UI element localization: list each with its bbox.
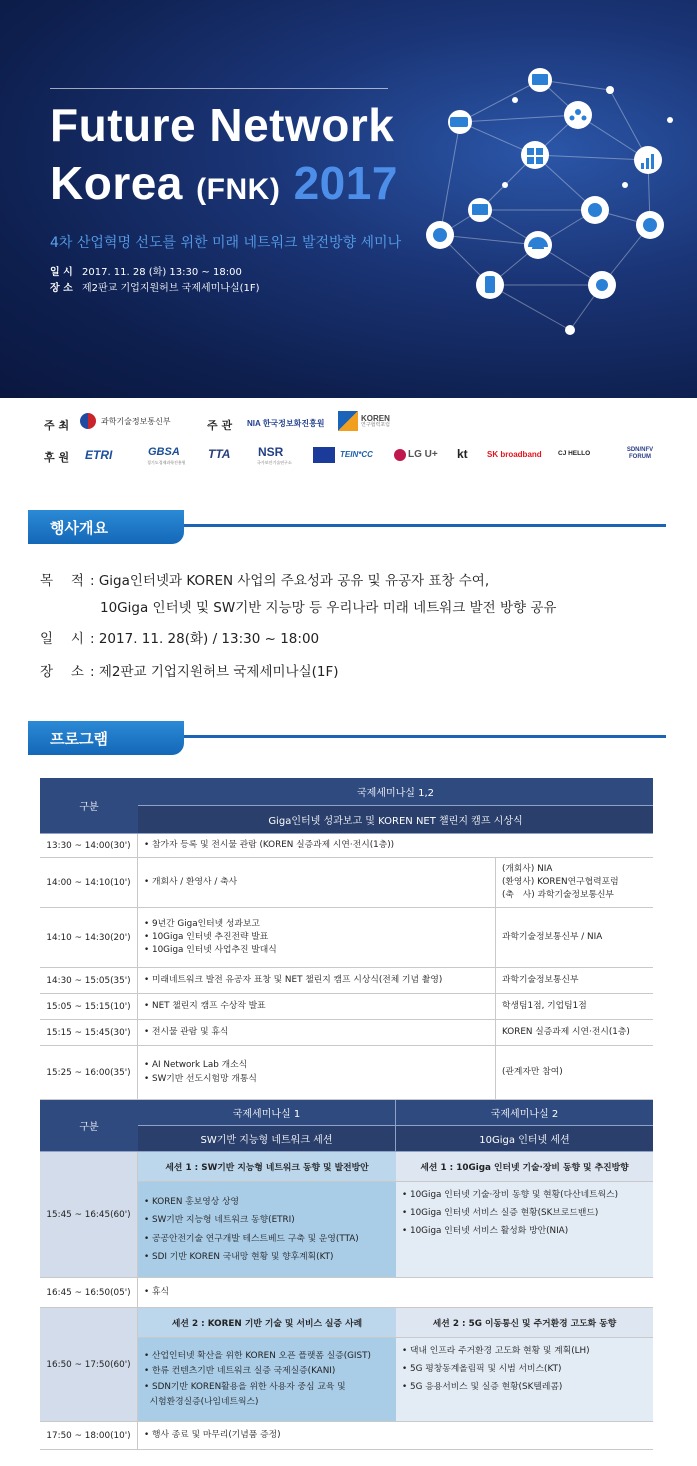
break-time: 16:45 ~ 16:50(05') [40, 1278, 138, 1308]
eu-flag-icon [313, 447, 335, 463]
block2-time: 16:50 ~ 17:50(60') [40, 1308, 138, 1422]
row2-items [138, 858, 496, 908]
block1-session2-items [396, 1182, 653, 1278]
block1-session1-title: 세션 1 : SW기반 지능형 네트워크 동향 및 발전방안 [138, 1152, 396, 1182]
supporter-lguplus: LG U+ [408, 449, 438, 460]
hero-title-line2 [50, 157, 398, 209]
overview-date-value: : 2017. 11. 28(화) / 13:30 ~ 18:00 [90, 631, 320, 647]
supporter-cjhello: CJ HELLO [558, 450, 591, 457]
row2-time: 14:00 ~ 14:10(10') [40, 858, 138, 908]
closing-time: 17:50 ~ 18:00(10') [40, 1422, 138, 1450]
row3-item-2: • 10Giga 인터넷 추진전략 발표 [144, 931, 269, 942]
row7-note: (관계자만 참여) [496, 1046, 653, 1100]
host-logo [80, 413, 171, 429]
overview-date [40, 627, 319, 647]
block2-session2-title: 세션 2 : 5G 이동통신 및 주거환경 고도화 동향 [396, 1308, 653, 1338]
taegeuk-icon [80, 413, 96, 429]
host-label: 주 최 [44, 419, 70, 432]
row6-item: • 전시물 관람 및 휴식 [144, 1026, 229, 1037]
koren-mark-icon [338, 411, 358, 431]
overview-place-label: 장 소 [40, 664, 84, 680]
overview-purpose-line2: 10Giga 인터넷 및 SW기반 지능망 등 우리나라 미래 네트워크 발전 방향 공유 [100, 600, 557, 616]
program-section-title: 프로그램 [28, 721, 184, 755]
row3-time: 14:10 ~ 14:30(20') [40, 908, 138, 968]
hero-title-year: 2017 [293, 157, 398, 209]
supporter-kt: kt [457, 447, 468, 461]
block1-time: 15:45 ~ 16:45(60') [40, 1152, 138, 1278]
organizer-label: 주 관 [207, 419, 233, 432]
lg-circle-icon [394, 449, 406, 461]
hero-title-korea: Korea [50, 157, 183, 209]
row3-item-3: • 10Giga 인터넷 사업추진 발대식 [144, 945, 277, 956]
col-time-header: 구분 [40, 778, 138, 834]
row5-items [138, 994, 496, 1020]
nsr-sub: 국가보안기술연구소 [257, 460, 292, 465]
row2-note-2: (환영사) KOREN연구협력포럼 [502, 876, 619, 887]
block2-s1-item-3: • SDN기반 KOREN활용을 위한 사용자 중심 교육 및 [144, 1381, 346, 1392]
block2-session1-items [138, 1338, 396, 1422]
host-name: 과학기술정보통신부 [101, 416, 171, 426]
organizer-koren-logo [338, 411, 390, 431]
row1-items [138, 834, 653, 858]
overview-purpose-label: 목 적 [40, 573, 84, 589]
row4-items [138, 968, 496, 994]
room2-subheader: 10Giga 인터넷 세션 [396, 1126, 653, 1152]
supporter-skbroadband: SK broadband [487, 450, 542, 459]
block2-session1-title: 세션 2 : KOREN 기반 기술 및 서비스 실증 사례 [138, 1308, 396, 1338]
block1-session2-title: 세션 1 : 10Giga 인터넷 기술·장비 동향 및 추진방향 [396, 1152, 653, 1182]
overview-purpose-line1: : Giga인터넷과 KOREN 사업의 주요성과 공유 및 유공자 표창 수여, [90, 573, 490, 589]
block1-s1-item-1: • KOREN 홍보영상 상영 [144, 1197, 240, 1208]
row4-note: 과학기술정보통신부 [496, 968, 653, 994]
block2-s2-item-2: • 5G 평창동계올림픽 및 시범 서비스(KT) [402, 1364, 562, 1375]
row6-time: 15:15 ~ 15:45(30') [40, 1020, 138, 1046]
block1-s1-item-2: • SW기반 지능형 네트워크 동향(ETRI) [144, 1215, 295, 1226]
block1-s1-item-4: • SDI 기반 KOREN 국내망 현황 및 향후계획(KT) [144, 1251, 334, 1262]
koren-name: KOREN [361, 413, 390, 423]
closing-item: • 행사 종료 및 마무리(기념품 증정) [138, 1422, 653, 1450]
row3-note: 과학기술정보통신부 / NIA [496, 908, 653, 968]
row4-item: • 미래네트워크 발전 유공자 표창 및 NET 챌린지 캠프 시상식(전체 기념 촬영) [144, 974, 443, 985]
room1-header: 국제세미나실 1 [138, 1100, 396, 1126]
break-item: • 휴식 [138, 1278, 653, 1308]
koren-sub: 연구협력포럼 [361, 421, 390, 428]
hero-place-label: 장 소 [50, 283, 73, 294]
row7-time: 15:25 ~ 16:00(35') [40, 1046, 138, 1100]
organizer-nia-logo: NIA 한국정보화진흥원 [247, 419, 325, 428]
block2-s1-item-1: • 산업인터넷 확산을 위한 KOREN 오픈 플랫폼 실증(GIST) [144, 1350, 371, 1361]
supporter-etri: ETRI [85, 448, 113, 462]
overview-purpose [40, 569, 489, 589]
program-divider [184, 735, 666, 738]
hero-title-line1: Future Network [50, 99, 395, 151]
row5-item: • NET 챌린지 캠프 수상작 발표 [144, 1000, 266, 1011]
row3-items [138, 908, 496, 968]
block1-s1-item-3: • 공공안전기술 연구개발 테스트베드 구축 및 운영(TTA) [144, 1233, 359, 1244]
hero-place-value: 제2판교 기업지원허브 국제세미나실(1F) [82, 283, 260, 294]
supporter-tein: TEIN*CC [340, 450, 373, 459]
overview-place [40, 660, 339, 680]
hero-date-label: 일 시 [50, 267, 73, 278]
room2-header: 국제세미나실 2 [396, 1100, 653, 1126]
overview-place-value: : 제2판교 기업지원허브 국제세미나실(1F) [90, 664, 339, 680]
room-main-subheader: Giga인터넷 성과보고 및 KOREN NET 챌린지 캠프 시상식 [138, 806, 653, 834]
row5-note: 학생팀1점, 기업팀1점 [496, 994, 653, 1020]
row3-item-1: • 9년간 Giga인터넷 성과보고 [144, 918, 260, 929]
block1-s2-item-3: • 10Giga 인터넷 서비스 활성화 방안(NIA) [402, 1226, 569, 1237]
block1-session1-items [138, 1182, 396, 1278]
hero-title-fnk: (FNK) [196, 173, 281, 206]
row2-note-3: (축 사) 과학기술정보통신부 [502, 890, 614, 901]
row2-item: • 개회사 / 환영사 / 축사 [144, 876, 238, 887]
overview-date-label: 일 시 [40, 631, 84, 647]
hero-place [50, 279, 260, 294]
hero-divider [50, 88, 388, 89]
row7-item-2: • SW기반 선도시험망 개통식 [144, 1073, 257, 1084]
room-main-header: 국제세미나실 1,2 [138, 778, 653, 806]
support-label: 후 원 [44, 451, 70, 464]
hero-date [50, 263, 242, 278]
block2-s2-item-1: • 댁내 인프라 주거환경 고도화 현황 및 계획(LH) [402, 1346, 590, 1356]
block2-s1-item-2: • 한류 컨텐츠기반 네트워크 실증 국제실증(KANI) [144, 1366, 336, 1377]
col-time-header-2: 구분 [40, 1100, 138, 1152]
gbsa-sub: 경기도경제과학진흥원 [147, 460, 186, 465]
hero-banner [0, 0, 697, 398]
block1-s2-item-2: • 10Giga 인터넷 서비스 실증 현황(SK브로드밴드) [402, 1208, 599, 1219]
row7-items [138, 1046, 496, 1100]
block2-s2-item-3: • 5G 응용서비스 및 실증 현황(SK텔레콤) [402, 1382, 563, 1393]
row2-note-1: (개회사) NIA [502, 863, 553, 874]
supporter-tta: TTA [208, 447, 231, 461]
block1-s2-item-1: • 10Giga 인터넷 기술·장비 동향 및 현황(다산네트웍스) [402, 1190, 619, 1200]
supporter-gbsa: GBSA [148, 446, 180, 458]
block2-s1-item-4: 시험환경실증(나임네트웍스) [144, 1396, 259, 1407]
network-globe-illustration [420, 60, 690, 380]
row2-note [496, 858, 653, 908]
supporter-nsr: NSR [258, 445, 284, 459]
overview-divider [184, 524, 666, 527]
row7-item-1: • AI Network Lab 개소식 [144, 1060, 248, 1071]
room1-subheader: SW기반 지능형 네트워크 세션 [138, 1126, 396, 1152]
supporter-sdnnfv: SDN/NFV FORUM [626, 447, 654, 460]
row1-item: • 참가자 등록 및 전시물 관람 (KOREN 실증과제 시연·전시(1층)) [144, 839, 395, 850]
row5-time: 15:05 ~ 15:15(10') [40, 994, 138, 1020]
row6-items [138, 1020, 496, 1046]
row4-time: 14:30 ~ 15:05(35') [40, 968, 138, 994]
block2-session2-items [396, 1338, 653, 1422]
overview-section-title: 행사개요 [28, 510, 184, 544]
row1-time: 13:30 ~ 14:00(30') [40, 834, 138, 858]
row6-note: KOREN 실증과제 시연·전시(1층) [496, 1020, 653, 1046]
hero-subtitle: 4차 산업혁명 선도를 위한 미래 네트워크 발전방향 세미나 [50, 235, 402, 251]
hero-date-value: 2017. 11. 28 (화) 13:30 ~ 18:00 [82, 267, 242, 278]
